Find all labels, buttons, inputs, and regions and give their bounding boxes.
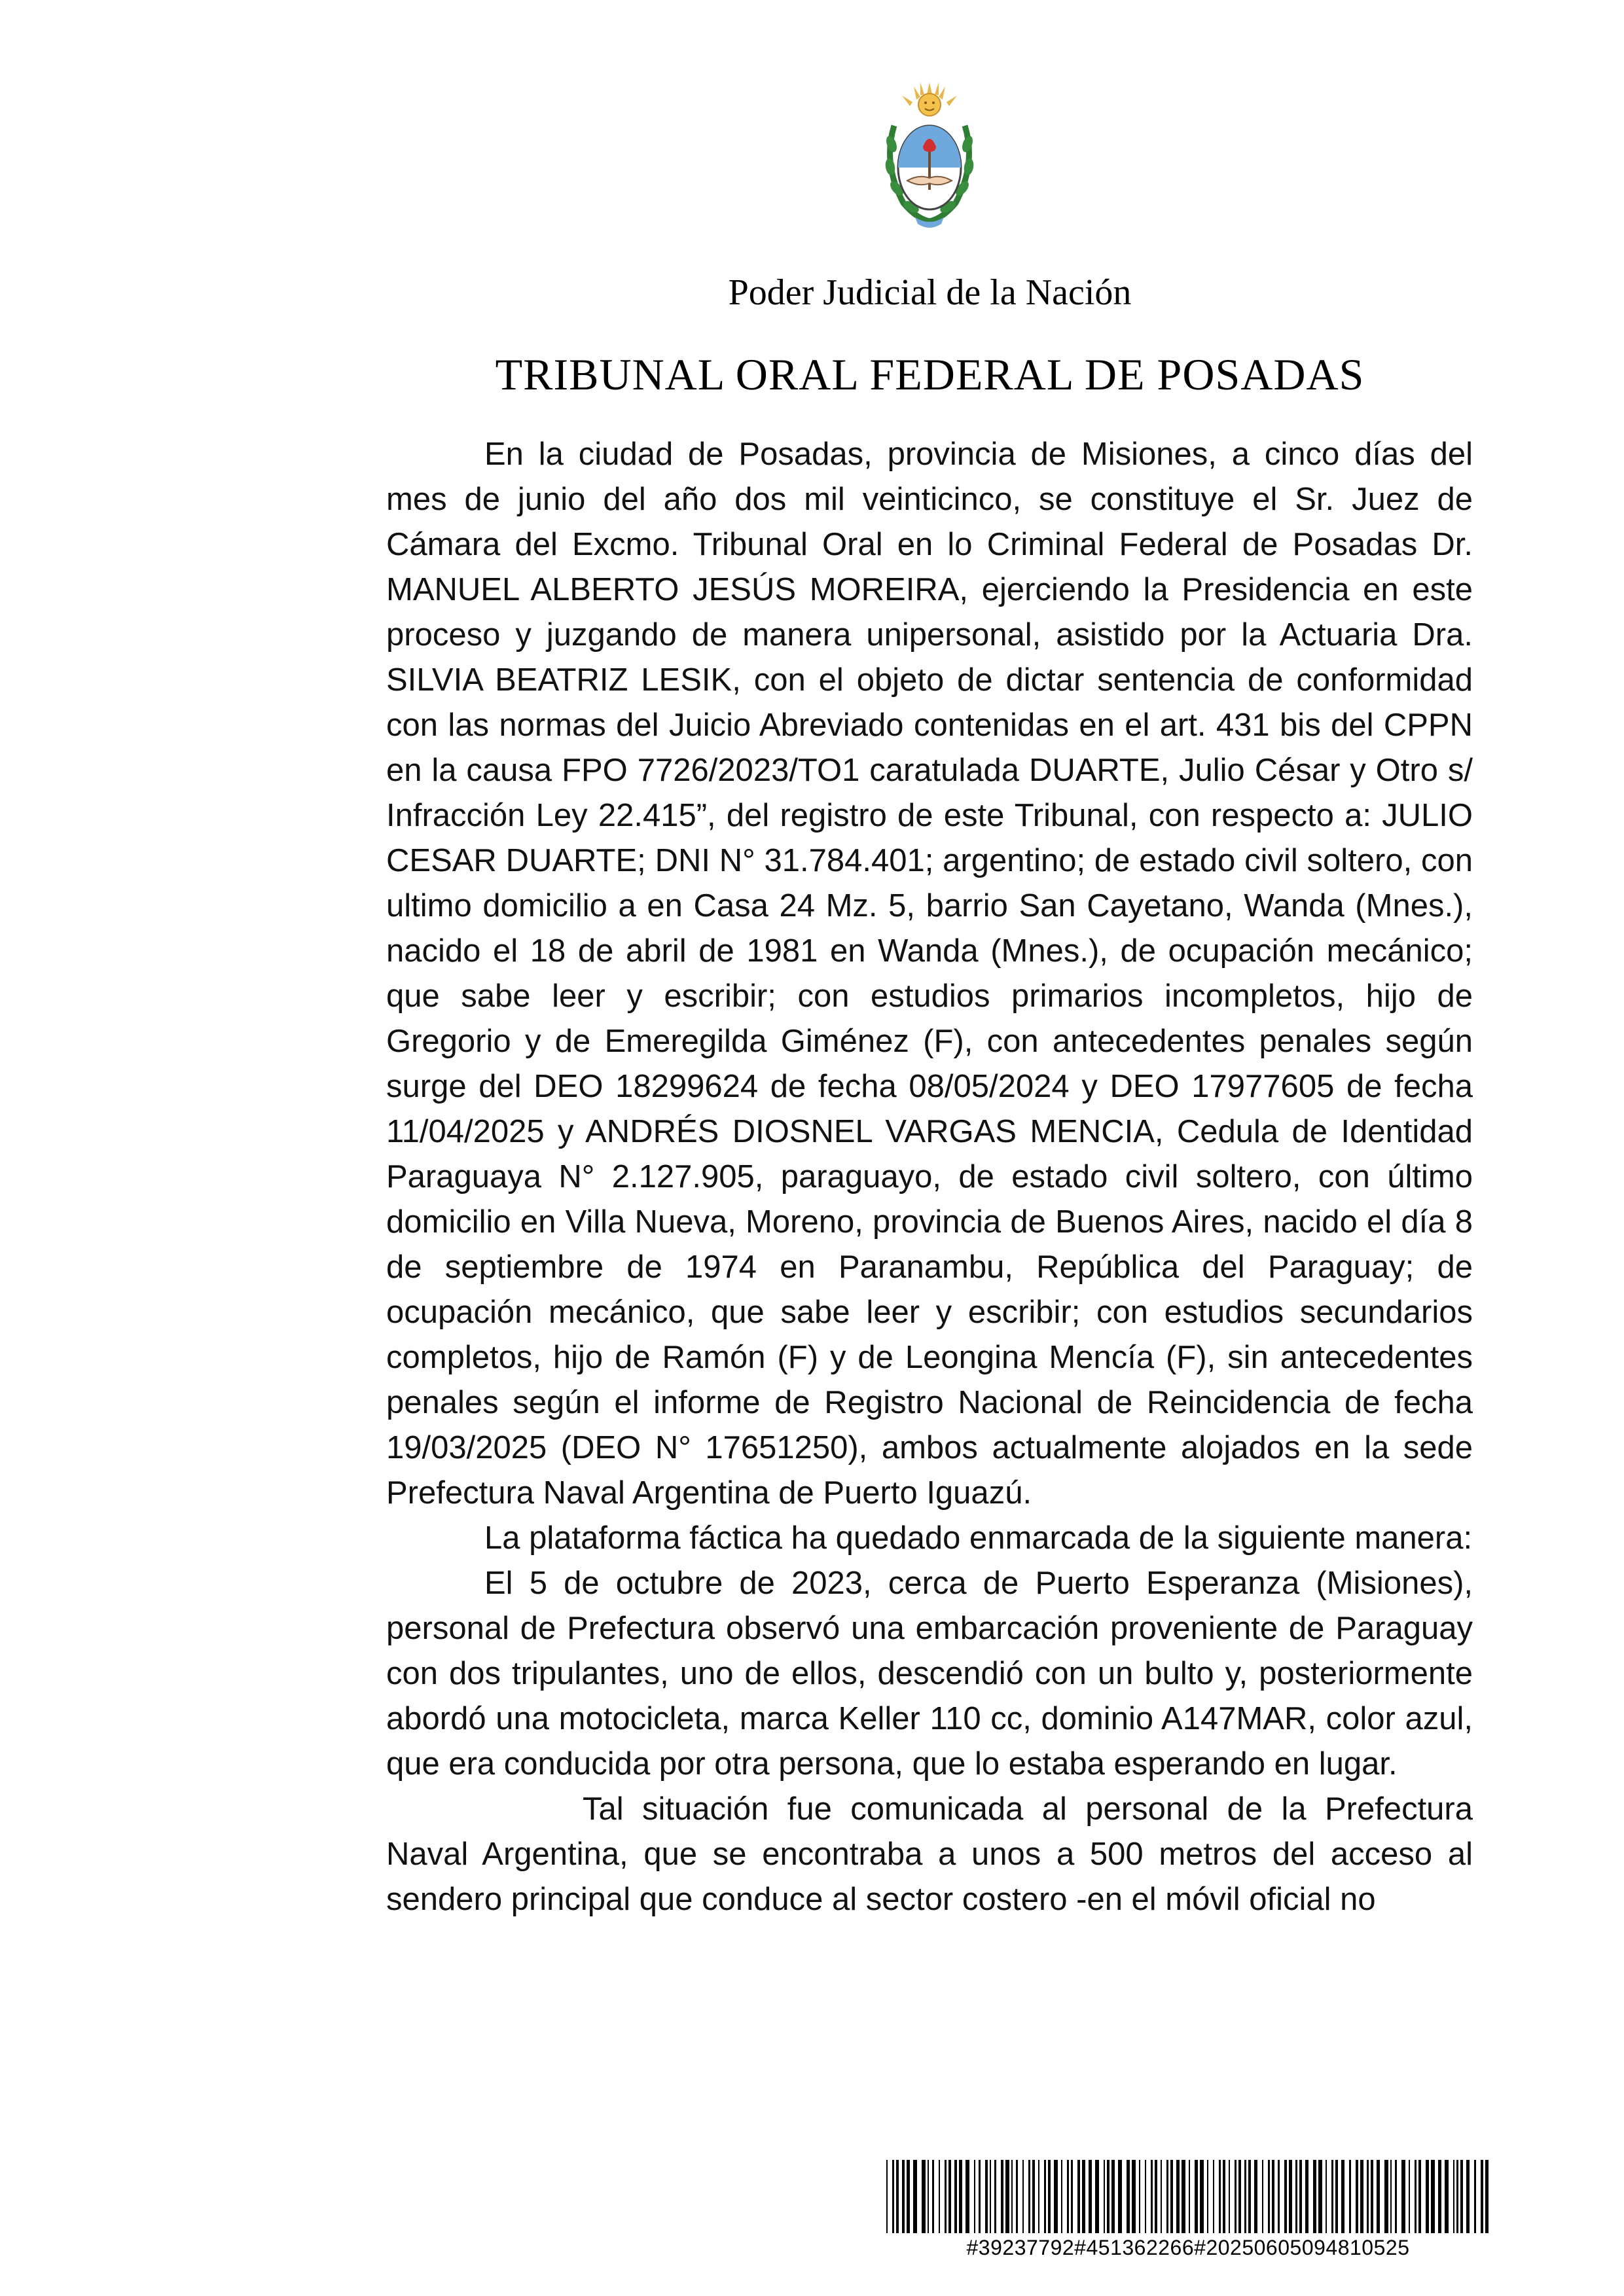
paragraph-intro: En la ciudad de Posadas, provincia de Misiones, a cinco días del mes de junio del año dos mil veinticinco, se constituye el Sr. Juez de Cámara del Excmo. Tribunal Oral en lo Criminal Federal de Posadas Dr. MANUEL ALBERTO JESÚS MOREIRA, ejerciendo la Presidencia en este proceso y juzgando de manera unipersonal, asistido por la Actuaria Dra. SILVIA BEATRIZ LESIK, con el objeto de dictar sentencia de conformidad con las normas del Juicio Abreviado contenidas en el art. 431 bis del CPPN en la causa FPO 7726/2023/TO1 caratulada DUARTE, Julio César y Otro s/ Infracción Ley 22.415”, del registro de este Tribunal, con respecto a: JULIO CESAR DUARTE; DNI N° 31.784.401; argentino; de estado civil soltero, con ultimo domicilio a en Casa 24 Mz. 5, barrio San Cayetano, Wanda (Mnes.), nacido el 18 de abril de 1981 en Wanda (Mnes.), de ocupación mecánico; que sabe leer y escribir; con estudios primarios incompletos, hijo de Gregorio y de Emeregilda Giménez (F), con antecedentes penales según surge del DEO 18299624 de fecha 08/05/2024 y DEO 17977605 de fecha 11/04/2025 y ANDRÉS DIOSNEL VARGAS MENCIA, Cedula de Identidad Paraguaya N° 2.127.905, paraguayo, de estado civil soltero, con último domicilio en Villa Nueva, Moreno, provincia de Buenos Aires, nacido el día 8 de septiembre de 1974 en Paranambu, República del Paraguay; de ocupación mecánico, que sabe leer y escribir; con estudios secundarios completos, hijo de Ramón (F) y de Leongina Mencía (F), sin antecedentes penales según el informe de Registro Nacional de Reincidencia de fecha 19/03/2025 (DEO N° 17651250), ambos actualmente alojados en la sede Prefectura Naval Argentina de Puerto Iguazú. <box>386 437 1473 1511</box>
institution-name: Poder Judicial de la Nación <box>728 272 1132 313</box>
barcode-number: #39237792#451362266#20250605094810525 <box>966 2236 1410 2259</box>
escudo-nacional-argentino-icon <box>877 79 982 236</box>
paragraph-prefectura: Tal situación fue comunicada al personal de la Prefectura Naval Argentina, que se encontraba a unos a 500 metros del acceso al sendero principal que conduce al sector costero -en el móvil oficial no <box>386 1791 1473 1917</box>
tribunal-name: TRIBUNAL ORAL FEDERAL DE POSADAS <box>495 350 1365 399</box>
document-barcode <box>884 2160 1492 2278</box>
document-body <box>386 432 1473 1922</box>
barcode-icon <box>884 2160 1492 2233</box>
paragraph-facts-heading: La plataforma fáctica ha quedado enmarcada de la siguiente manera: <box>484 1520 1473 1556</box>
paragraph-facts: El 5 de octubre de 2023, cerca de Puerto Esperanza (Misiones), personal de Prefectura observó una embarcación proveniente de Paraguay con dos tripulantes, uno de ellos, descendió con un bulto y, posteriormente abordó una motocicleta, marca Keller 110 cc, dominio A147MAR, color azul, que era conducida por otra persona, que lo estaba esperando en lugar. <box>386 1566 1473 1782</box>
